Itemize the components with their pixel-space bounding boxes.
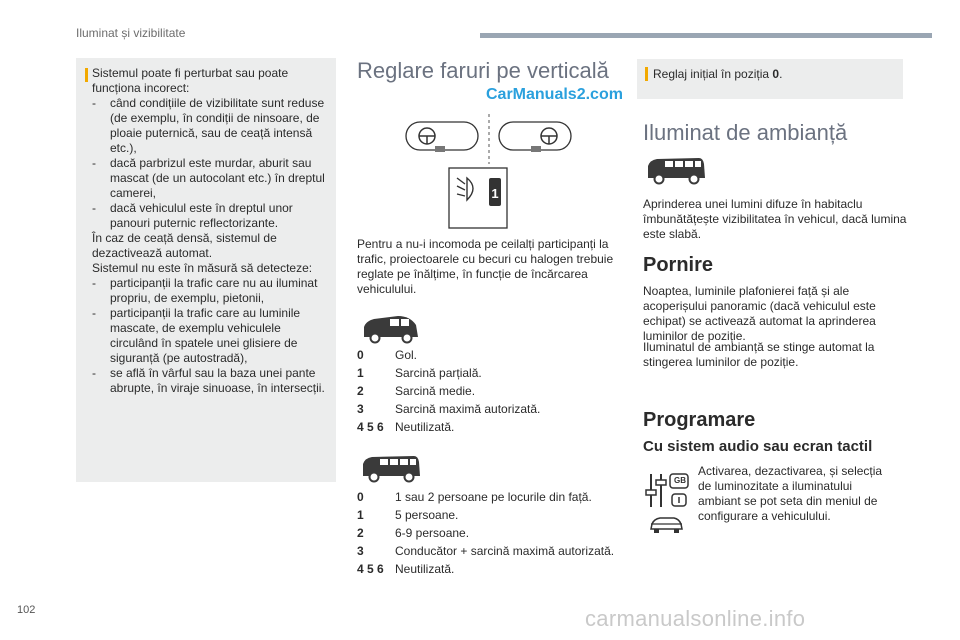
svg-text:1: 1 bbox=[491, 186, 499, 201]
table-row bbox=[357, 364, 615, 382]
pornire-text-1: Noaptea, luminile plafonierei față și ale acoperișului panoramic (dacă vehiculul este echipat) se activează automat la aprinderea luminilor de poziție. bbox=[643, 284, 876, 343]
info-note-right bbox=[637, 59, 903, 99]
table-row bbox=[357, 506, 615, 524]
list-item: - se află în vârful sau la baza unei pante abrupte, în viraje sinuoase, în intersecții. bbox=[92, 366, 328, 396]
load-table-minibus bbox=[357, 488, 615, 578]
section-heading-headlamp: Reglare faruri pe verticală bbox=[357, 58, 609, 83]
initial-setting-note: Reglaj inițial în poziția 0. bbox=[653, 67, 783, 81]
position-value: 1 sau 2 persoane pe locurile din față. bbox=[395, 490, 592, 504]
ambient-description: Aprinderea unei lumini difuze în habitaclu îmbunătățește vizibilitatea în vehicul, dacă lumina este slabă. bbox=[643, 197, 907, 241]
table-row bbox=[357, 488, 615, 506]
table-row bbox=[357, 400, 615, 418]
position-value: Gol. bbox=[395, 348, 418, 362]
van-icon bbox=[360, 313, 422, 347]
condition-list bbox=[92, 96, 328, 231]
list-item: - participanții la trafic care au luminile mascate, de exemplu vehiculele circulând în spatele unei glisiere de siguranță (pe autostradă), bbox=[92, 306, 328, 366]
list-item: - când condițiile de vizibilitate sunt reduse (de exemplu, în condiții de ninsoare, de ploaie puternică, sau de ceață intensă etc.), bbox=[92, 96, 328, 156]
list-item: - participanții la trafic care nu au iluminat propriu, de exemplu, pietonii, bbox=[92, 276, 328, 306]
site-logo: CarManuals2.com bbox=[486, 86, 623, 103]
table-row bbox=[357, 382, 615, 400]
position-value: Sarcină maximă autorizată. bbox=[395, 402, 541, 416]
position-key: 0 bbox=[357, 490, 364, 504]
subheading-audio: Cu sistem audio sau ecran tactil bbox=[643, 438, 873, 455]
table-row bbox=[357, 418, 615, 436]
minibus-icon bbox=[360, 452, 422, 486]
table-row bbox=[357, 524, 615, 542]
position-value: 6-9 persoane. bbox=[395, 526, 470, 540]
note-marker bbox=[645, 67, 648, 81]
subheading-programare: Programare bbox=[643, 409, 756, 431]
position-value: Conducător + sarcină maximă autorizată. bbox=[395, 544, 615, 558]
page-number: 102 bbox=[17, 604, 36, 616]
fog-text: În caz de ceață densă, sistemul de dezactivează automat. bbox=[92, 231, 277, 260]
note-intro: Sistemul poate fi perturbat sau poate funcționa incorect: bbox=[92, 66, 289, 95]
audio-description: Activarea, dezactivarea, și selecția de luminozitate a iluminatului ambiant se pot seta din meniul de configurare a vehiculului. bbox=[698, 464, 883, 523]
position-key: 2 bbox=[357, 384, 364, 398]
position-value: Neutilizată. bbox=[395, 420, 455, 434]
table-row bbox=[357, 542, 615, 560]
list-item: - dacă vehiculul este în dreptul unor panouri puternic reflectorizante. bbox=[92, 201, 328, 231]
load-table-van bbox=[357, 346, 615, 436]
position-value: Sarcină parțială. bbox=[395, 366, 482, 380]
subheading-pornire: Pornire bbox=[643, 254, 714, 276]
position-key: 3 bbox=[357, 544, 364, 558]
header-divider bbox=[480, 33, 932, 38]
watermark: carmanualsonline.info bbox=[585, 606, 806, 631]
headlamp-intro: Pentru a nu-i incomoda pe ceilalți participanți la trafic, proiectoarele cu becuri cu halogen trebuie reglate pe înălțime, în funcție de încărcarea vehiculului. bbox=[357, 237, 614, 296]
car-icon bbox=[648, 514, 684, 536]
position-key: 4 5 6 bbox=[357, 420, 384, 434]
table-row bbox=[357, 346, 615, 364]
list-item: - dacă parbrizul este murdar, aburit sau mascat (de un autocolant etc.) în dreptul camerei, bbox=[92, 156, 328, 201]
section-title: Iluminat și vizibilitate bbox=[76, 26, 186, 40]
position-value: 5 persoane. bbox=[395, 508, 459, 522]
position-key: 0 bbox=[357, 348, 364, 362]
position-key: 3 bbox=[357, 402, 364, 416]
position-value: Sarcină medie. bbox=[395, 384, 476, 398]
position-value: Neutilizată. bbox=[395, 562, 455, 576]
detect-text: Sistemul nu este în măsură să detecteze: bbox=[92, 261, 313, 275]
position-key: 4 5 6 bbox=[357, 562, 384, 576]
section-heading-ambient: Iluminat de ambianță bbox=[643, 120, 848, 145]
position-key: 1 bbox=[357, 366, 364, 380]
undetected-list bbox=[92, 276, 328, 396]
language-badge: GB bbox=[674, 476, 686, 485]
position-key: 2 bbox=[357, 526, 364, 540]
info-note-left bbox=[76, 58, 336, 482]
position-key: 1 bbox=[357, 508, 364, 522]
headlamp-level-switch-icon bbox=[405, 112, 585, 230]
minibus-icon bbox=[645, 154, 707, 188]
table-row bbox=[357, 560, 615, 578]
pornire-text-2: Iluminatul de ambianță se stinge automat la stingerea luminilor de poziție. bbox=[643, 340, 875, 369]
note-marker bbox=[85, 68, 88, 82]
